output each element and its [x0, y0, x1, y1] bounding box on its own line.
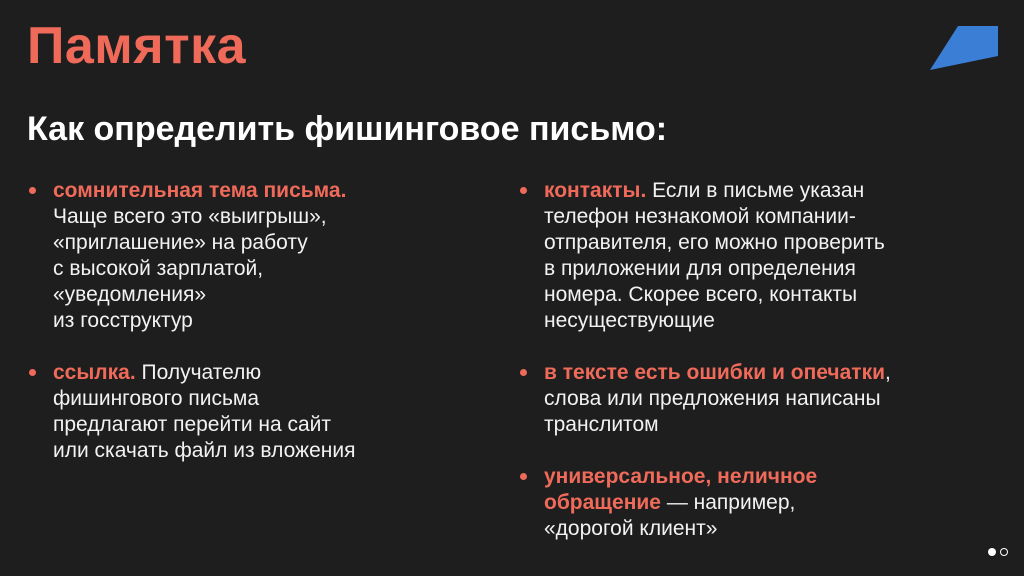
pagination-dot-active[interactable] — [988, 548, 996, 556]
pagination-dot[interactable] — [1000, 548, 1008, 556]
item-line: или скачать файл из вложения — [53, 439, 356, 462]
page-subtitle: Как определить фишинговое письмо: — [27, 110, 668, 148]
item-inline-text: , — [884, 361, 891, 384]
bullet-icon — [520, 369, 527, 376]
item-inline-text: — например, — [660, 491, 796, 514]
item-line: телефон незнакомой компании- — [544, 205, 856, 228]
parallelogram-logo-icon — [930, 26, 998, 70]
item-line: предлагают перейти на сайт — [53, 413, 332, 436]
bullet-icon — [29, 369, 36, 376]
list-item-contacts — [518, 178, 998, 334]
left-column-list — [27, 178, 467, 464]
bullet-icon — [520, 473, 527, 480]
item-line: слова или предложения написаны — [544, 387, 881, 410]
bullet-icon — [520, 187, 527, 194]
item-line: из госструктур — [53, 309, 193, 332]
bullet-icon — [29, 187, 36, 194]
item-line: с высокой зарплатой, — [53, 257, 264, 280]
item-line: номера. Скорее всего, контакты — [544, 283, 858, 306]
item-line: фишингового письма — [53, 387, 260, 410]
item-highlight: сомнительная тема письма — [53, 179, 341, 202]
item-inline-text: Получателю — [135, 361, 262, 384]
item-line: отправителя, его можно проверить — [544, 231, 885, 254]
item-line: транслитом — [544, 413, 659, 436]
item-highlight: универсальное, неличное — [544, 465, 818, 488]
item-highlight: контакты — [544, 179, 641, 202]
item-line: Чаще всего это «выигрыш», — [53, 205, 327, 228]
list-item-suspicious-subject — [27, 178, 467, 334]
list-item-link — [27, 360, 467, 464]
item-highlight-tail: . — [340, 179, 347, 202]
item-inline-text: Если в письме указан — [646, 179, 865, 202]
item-highlight: ссылка — [53, 361, 130, 384]
item-highlight-line2: обращение — [544, 491, 661, 514]
page-title: Памятка — [27, 17, 247, 75]
slide-pagination — [988, 548, 1008, 556]
item-highlight-tail: . — [640, 179, 647, 202]
item-line: «приглашение» на работу — [53, 231, 308, 254]
item-line: «уведомления» — [53, 283, 206, 306]
list-item-impersonal-greeting — [518, 464, 998, 542]
item-highlight-tail: . — [129, 361, 136, 384]
item-line: в приложении для определения — [544, 257, 856, 280]
item-line: «дорогой клиент» — [544, 517, 718, 540]
list-item-typos — [518, 360, 998, 438]
right-column-list — [518, 178, 998, 542]
item-line: несуществующие — [544, 309, 715, 332]
item-highlight: в тексте есть ошибки и опечатки — [544, 361, 885, 384]
